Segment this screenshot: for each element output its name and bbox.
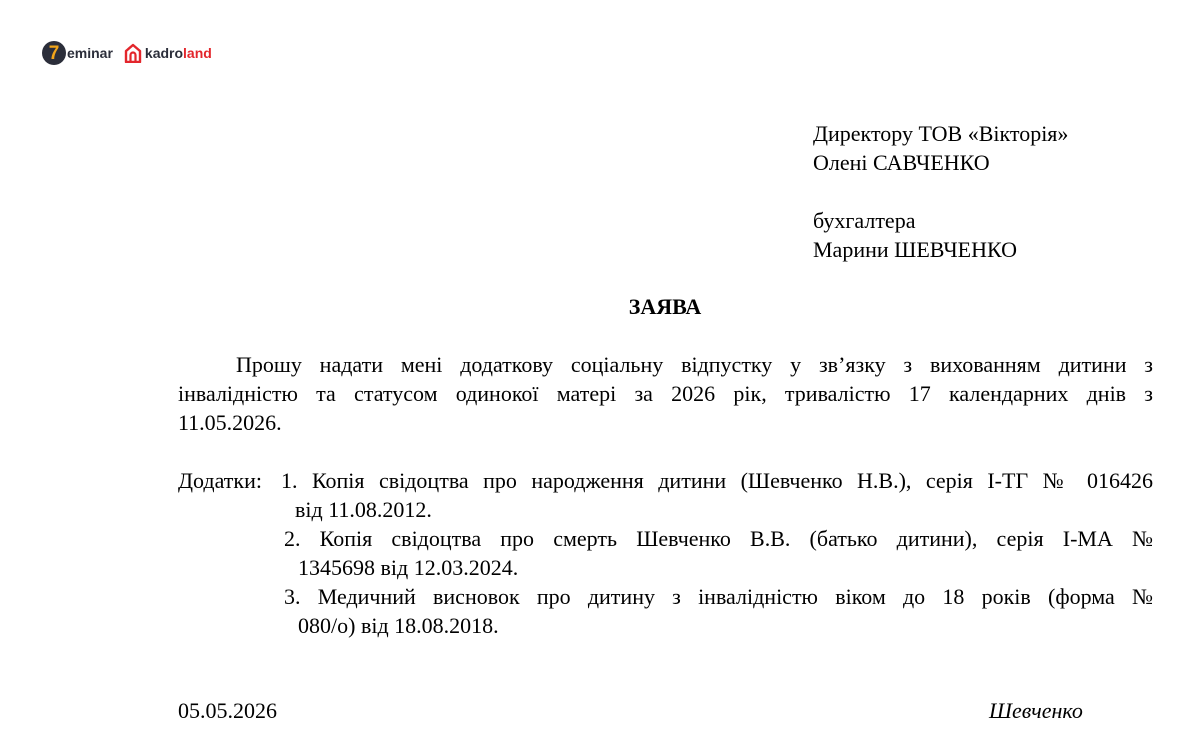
kadroland-house-icon	[124, 43, 142, 63]
sender-position: бухгалтера	[813, 208, 916, 233]
addressee-line-1: Директору ТОВ «Вікторія»	[813, 121, 1069, 146]
attachment-item-1-line-1: 1. Копія свідоцтва про народження дитини (Шевченко Н.В.), серія І-ТГ № 016426	[281, 468, 1153, 493]
body-line-3: 11.05.2026.	[178, 410, 282, 435]
body-line-2: інвалідністю та статусом одинокої матері за 2026 рік, тривалістю 17 календарних днів з	[178, 381, 1153, 406]
attachment-item-3-line-1: 3. Медичний висновок про дитину з інвалідністю віком до 18 років (форма №	[284, 584, 1153, 609]
seminar-logo-text: eminar	[67, 45, 113, 61]
document-title: ЗАЯВА	[628, 294, 702, 319]
attachment-item-1-line-2: від 11.08.2012.	[295, 497, 432, 522]
attachment-item-2	[284, 524, 1153, 553]
kadroland-logo-text-2: land	[183, 45, 212, 61]
sender-name: Марини ШЕВЧЕНКО	[813, 237, 1017, 262]
attachment-item-2-line-2: 1345698 від 12.03.2024.	[298, 555, 519, 580]
attachment-item-2-line-1: 2. Копія свідоцтва про смерть Шевченко В.В. (батько дитини), серія І-МА №	[284, 526, 1153, 551]
body-paragraph	[178, 350, 1153, 437]
attachment-item-3	[284, 582, 1153, 611]
seminar-logo	[42, 41, 113, 65]
body-line-1: Прошу надати мені додаткову соціальну відпустку у зв’язку з вихованням дитини з	[236, 352, 1153, 377]
addressee-line-2: Олені САВЧЕНКО	[813, 150, 990, 175]
kadroland-logo	[124, 43, 212, 63]
attachments-label: Додатки:	[178, 468, 262, 493]
seminar-logo-digit: 7	[42, 41, 66, 65]
signature: Шевченко	[989, 698, 1083, 723]
attachment-item-1-first	[281, 466, 1153, 495]
attachment-item-3-line-2: 080/о) від 18.08.2018.	[298, 613, 499, 638]
document-date: 05.05.2026	[178, 698, 277, 723]
header-logos	[42, 38, 212, 68]
kadroland-logo-text-1: kadro	[144, 45, 184, 61]
